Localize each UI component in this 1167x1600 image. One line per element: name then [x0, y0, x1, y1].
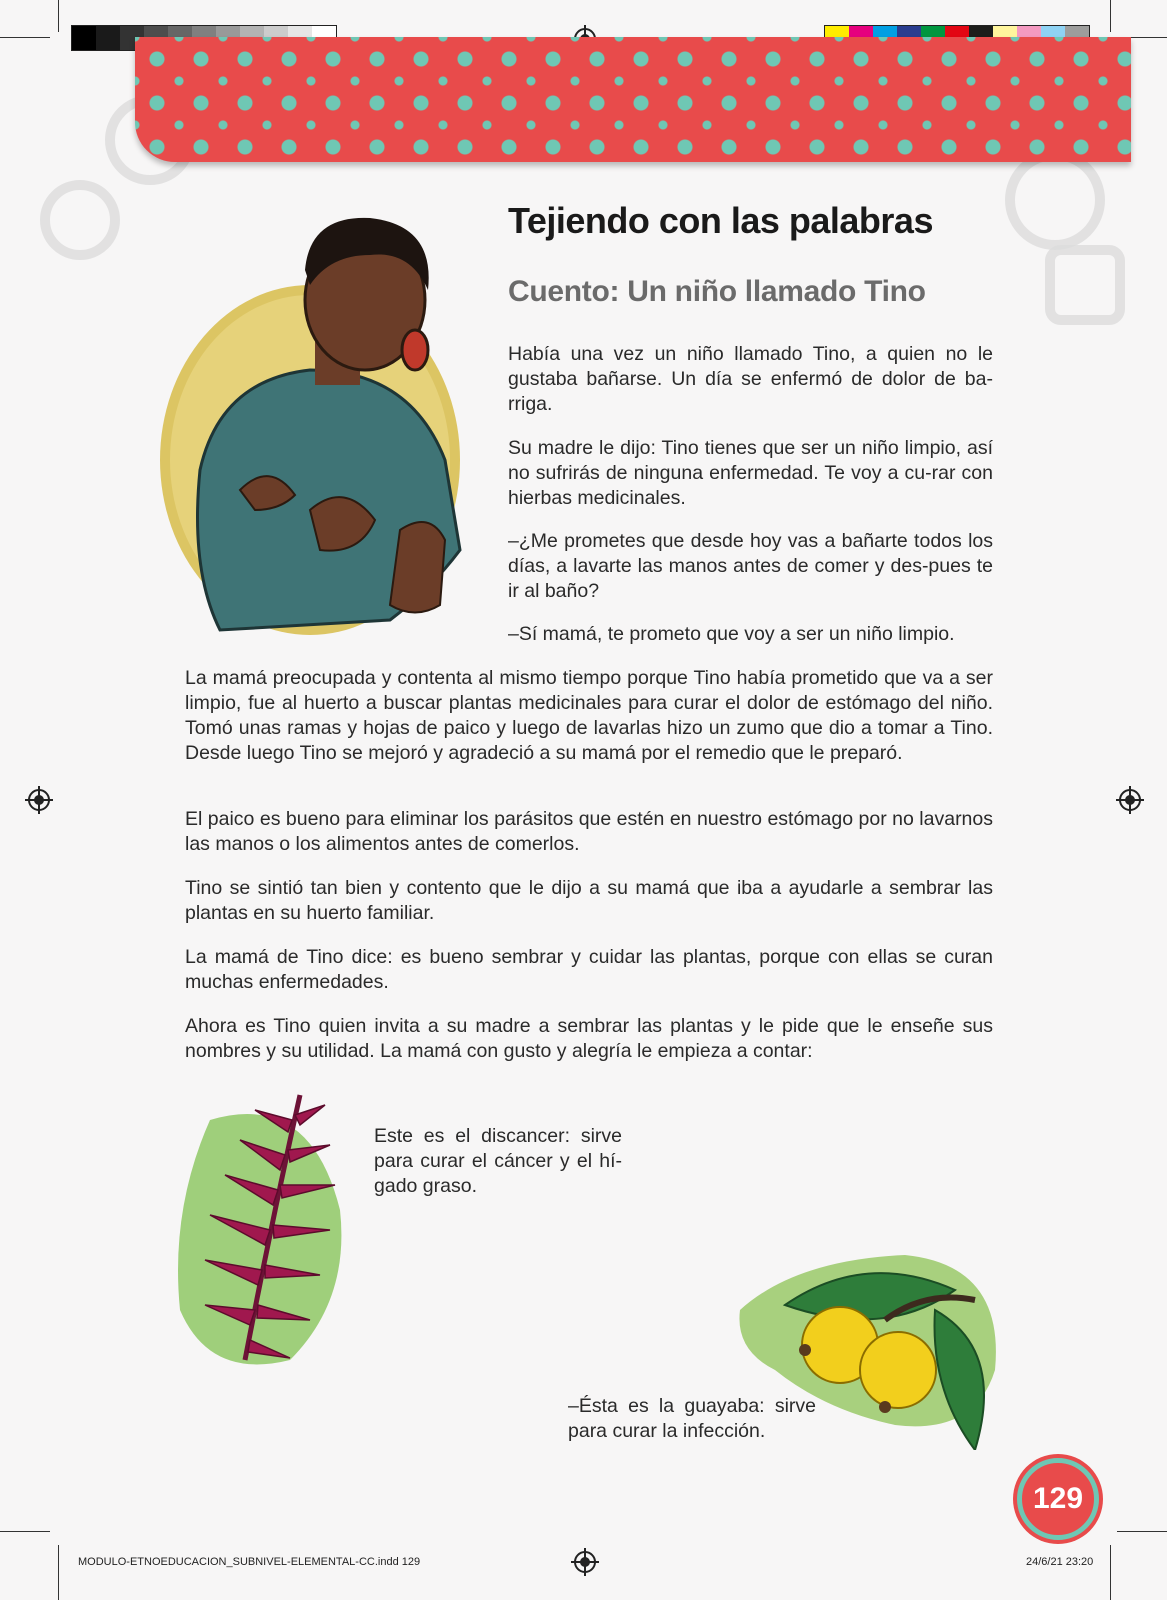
crop-mark — [0, 37, 50, 38]
story-paragraph: El paico es bueno para eliminar los parásitos que estén en nuestro estómago por no lavarnos las manos o los alimentos antes de comerlos. — [185, 808, 993, 855]
decorative-banner — [135, 37, 1131, 162]
story-paragraph: Su madre le dijo: Tino tienes que ser un niño limpio, así no sufrirás de ninguna enfermedad. Te voy a cu-rar con hierbas medicinales. — [508, 437, 993, 509]
footer-filename: MODULO-ETNOEDUCACION_SUBNIVEL-ELEMENTAL-CC.indd 129 — [78, 1556, 421, 1568]
registration-mark-icon — [574, 1551, 596, 1573]
guayaba-caption: –Ésta es la guayaba: sirve para curar la infección. — [568, 1395, 816, 1442]
crop-mark — [58, 1545, 59, 1600]
crop-mark — [0, 1531, 50, 1532]
registration-mark-icon — [1119, 789, 1141, 811]
discancer-caption: Este es el discancer: sirve para curar el cáncer y el hí-gado graso. — [374, 1125, 622, 1197]
story-paragraph: La mamá de Tino dice: es bueno sembrar y cuidar las plantas, porque con ellas se curan muchas enfermedades. — [185, 946, 993, 993]
page-number-badge: 129 — [1017, 1458, 1099, 1540]
story-paragraph: Había una vez un niño llamado Tino, a quien no le gustaba bañarse. Un día se enfermó de dolor de ba-rriga. — [508, 343, 993, 415]
story-paragraph: Tino se sintió tan bien y contento que le dijo a su mamá que iba a ayudarle a sembrar las plantas en su huerto familiar. — [185, 877, 993, 924]
story-paragraph: Ahora es Tino quien invita a su madre a sembrar las plantas y le pide que le enseñe sus nombres y su utilidad. La mamá con gusto y alegría le empieza a contar: — [185, 1015, 993, 1062]
discancer-plant-illustration — [170, 1090, 360, 1380]
footer-datetime: 24/6/21 23:20 — [1026, 1556, 1094, 1568]
crop-mark — [1110, 0, 1111, 32]
story-paragraph: La mamá preocupada y contenta al mismo tiempo porque Tino había prometido que va a ser limpio, fue al huerto a buscar plantas medicinales para curar el dolor de estómago del niño. Tomó unas ramas y hojas de paico y luego de lavarlas hizo un zumo que dio a tomar a Tino. Desde luego Tino se mejoró y agradeció a su mamá por el remedio que le preparó. — [185, 667, 993, 764]
story-paragraph: –Sí mamá, te prometo que voy a ser un niño limpio. — [508, 623, 955, 645]
crop-mark — [58, 0, 59, 32]
decorative-swirl — [40, 180, 120, 260]
gray-swatch — [72, 26, 96, 50]
crop-mark — [1117, 1531, 1167, 1532]
gray-swatch — [96, 26, 120, 50]
registration-mark-icon — [28, 789, 50, 811]
story-paragraph: –¿Me prometes que desde hoy vas a bañarte todos los días, a lavarte las manos antes de comer y des-pues te ir al baño? — [508, 530, 993, 602]
decorative-swirl — [1005, 150, 1105, 250]
story-subtitle: Cuento: Un niño llamado Tino — [508, 275, 926, 308]
decorative-swirl — [1045, 245, 1125, 325]
page-title: Tejiendo con las palabras — [508, 200, 933, 241]
sick-boy-illustration — [160, 210, 490, 640]
crop-mark — [1110, 1545, 1111, 1600]
